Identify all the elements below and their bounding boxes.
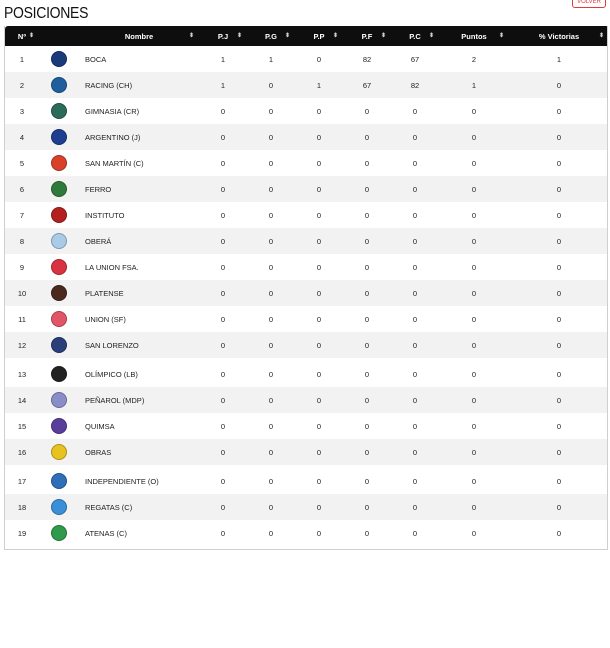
position-cell: 16: [17, 447, 27, 457]
played-cell: 0: [220, 395, 226, 405]
position-cell: 14: [17, 395, 27, 405]
sort-icon: ⬍: [598, 33, 604, 39]
table-row[interactable]: [5, 150, 608, 176]
position-cell: 15: [17, 421, 27, 431]
position-cell: 4: [19, 132, 25, 142]
won-cell: 0: [268, 395, 274, 405]
points-for-cell: 0: [343, 360, 391, 388]
lost-cell: 0: [316, 395, 322, 405]
points-for-cell: 0: [364, 288, 370, 298]
win-pct-cell: 0: [556, 528, 562, 538]
team-name[interactable]: FERRO: [85, 184, 112, 194]
points-cell: 0: [439, 360, 509, 388]
team-name[interactable]: INSTITUTO: [85, 210, 125, 220]
team-name[interactable]: RACING (CH): [85, 80, 133, 90]
win-pct-cell: 0: [556, 262, 562, 272]
played-cell: 0: [220, 106, 226, 116]
won-cell: 0: [268, 528, 274, 538]
points-for-cell: 0: [364, 421, 370, 431]
crest-cell: [39, 254, 79, 280]
win-pct-cell: 0: [556, 421, 562, 431]
san-martin-crest-icon: [51, 155, 67, 171]
union-sf-crest-icon: [51, 311, 67, 327]
table-row[interactable]: [5, 98, 608, 124]
played-cell: 0: [199, 467, 247, 495]
table-row[interactable]: [5, 494, 608, 520]
position-cell: 8: [19, 236, 25, 246]
points-against-cell: 82: [410, 80, 420, 90]
crest-cell: [39, 360, 79, 388]
points-for-cell: 0: [364, 158, 370, 168]
points-against-cell: 0: [412, 528, 418, 538]
points-cell: 0: [471, 314, 477, 324]
win-pct-cell: 0: [556, 288, 562, 298]
instituto-crest-icon: [51, 207, 67, 223]
win-pct-cell: 0: [509, 360, 608, 388]
column-header-pp[interactable]: P.P ⬍: [313, 31, 338, 41]
column-header-name[interactable]: Nombre ⬍: [124, 31, 194, 41]
team-name[interactable]: GIMNASIA (CR): [85, 106, 140, 116]
table-row[interactable]: [5, 72, 608, 98]
points-against-cell: 0: [412, 184, 418, 194]
won-cell: 0: [268, 184, 274, 194]
position-cell: 2: [19, 80, 25, 90]
table-row[interactable]: [5, 332, 608, 360]
win-pct-cell: 0: [556, 80, 562, 90]
won-cell: 1: [268, 54, 274, 64]
won-cell: 0: [268, 106, 274, 116]
obera-crest-icon: [51, 233, 67, 249]
points-cell: 0: [471, 106, 477, 116]
crest-cell: [39, 306, 79, 332]
lost-cell: 0: [316, 421, 322, 431]
played-cell: 0: [220, 421, 226, 431]
position-cell: 10: [17, 288, 27, 298]
won-cell: 0: [268, 340, 274, 350]
played-cell: 1: [220, 80, 226, 90]
team-name[interactable]: OBRAS: [85, 447, 112, 457]
points-against-cell: 0: [412, 210, 418, 220]
crest-cell: [39, 332, 79, 360]
team-name[interactable]: INDEPENDIENTE (O): [79, 467, 199, 495]
crest-cell: [39, 439, 79, 467]
table-row[interactable]: [5, 202, 608, 228]
won-cell: 0: [268, 236, 274, 246]
racing-crest-icon: [51, 77, 67, 93]
ferro-crest-icon: [51, 181, 67, 197]
lost-cell: 0: [316, 106, 322, 116]
points-for-cell: 0: [364, 528, 370, 538]
position-cell: 17: [5, 467, 39, 495]
team-name[interactable]: PLATENSE: [85, 288, 124, 298]
played-cell: 1: [220, 54, 226, 64]
played-cell: 0: [220, 262, 226, 272]
lost-cell: 0: [316, 236, 322, 246]
crest-cell: [39, 150, 79, 176]
points-for-cell: 0: [343, 467, 391, 495]
sort-icon: ⬍: [332, 33, 338, 39]
team-name[interactable]: LA UNION FSA.: [85, 262, 139, 272]
la-union-crest-icon: [51, 259, 67, 275]
points-for-cell: 67: [362, 80, 372, 90]
played-cell: 0: [220, 528, 226, 538]
team-name[interactable]: SAN MARTÍN (C): [85, 158, 144, 168]
back-button[interactable]: VOLVER: [572, 0, 606, 8]
points-against-cell: 0: [412, 132, 418, 142]
win-pct-cell: 1: [556, 54, 562, 64]
gimnasia-crest-icon: [51, 103, 67, 119]
crest-cell: [39, 280, 79, 306]
points-cell: 1: [471, 80, 477, 90]
win-pct-cell: 0: [556, 395, 562, 405]
lost-cell: 0: [316, 54, 322, 64]
crest-cell: [39, 520, 79, 546]
sort-icon: ⬍: [428, 33, 434, 39]
table-row[interactable]: [5, 228, 608, 254]
win-pct-cell: 0: [556, 314, 562, 324]
table-row[interactable]: [5, 360, 608, 388]
played-cell: 0: [220, 132, 226, 142]
sort-icon: ⬍: [236, 33, 242, 39]
played-cell: 0: [220, 314, 226, 324]
won-cell: 0: [268, 421, 274, 431]
crest-cell: [39, 46, 79, 72]
column-header-pg[interactable]: P.G ⬍: [265, 31, 290, 41]
team-name[interactable]: QUIMSA: [85, 421, 115, 431]
atenas-crest-icon: [51, 525, 67, 541]
points-for-cell: 0: [364, 210, 370, 220]
crest-cell: [39, 387, 79, 413]
crest-cell: [39, 202, 79, 228]
won-cell: 0: [268, 80, 274, 90]
points-for-cell: 0: [364, 184, 370, 194]
standings-table-container: [4, 26, 608, 550]
points-cell: 0: [471, 262, 477, 272]
position-cell: 1: [19, 54, 25, 64]
points-cell: 0: [471, 447, 477, 457]
team-name[interactable]: OBERÁ: [85, 236, 112, 246]
won-cell: 0: [268, 314, 274, 324]
points-cell: 0: [471, 288, 477, 298]
platense-crest-icon: [51, 285, 67, 301]
lost-cell: 0: [316, 288, 322, 298]
points-for-cell: 0: [364, 236, 370, 246]
win-pct-cell: 0: [556, 236, 562, 246]
table-row[interactable]: [5, 306, 608, 332]
lost-cell: 0: [295, 360, 343, 388]
played-cell: 0: [220, 236, 226, 246]
played-cell: 0: [220, 340, 226, 350]
points-for-cell: 0: [364, 502, 370, 512]
lost-cell: 0: [295, 467, 343, 495]
team-name[interactable]: PEÑAROL (MDP): [85, 395, 145, 405]
points-for-cell: 0: [364, 314, 370, 324]
points-cell: 0: [471, 132, 477, 142]
position-cell: 13: [5, 360, 39, 388]
san-lorenzo-crest-icon: [51, 337, 67, 353]
quimsa-crest-icon: [51, 418, 67, 434]
crest-cell: [39, 494, 79, 520]
points-cell: 0: [471, 236, 477, 246]
points-for-cell: 0: [364, 262, 370, 272]
position-cell: 3: [19, 106, 25, 116]
column-header-crest: [39, 26, 79, 46]
crest-cell: [39, 72, 79, 98]
lost-cell: 0: [316, 447, 322, 457]
points-against-cell: 0: [412, 106, 418, 116]
table-row[interactable]: [5, 280, 608, 306]
sort-icon: ⬍: [380, 33, 386, 39]
points-cell: 0: [471, 421, 477, 431]
lost-cell: 0: [316, 132, 322, 142]
team-name[interactable]: ARGENTINO (J): [85, 132, 141, 142]
crest-cell: [39, 467, 79, 495]
won-cell: 0: [247, 467, 295, 495]
points-against-cell: 0: [412, 421, 418, 431]
position-cell: 18: [17, 502, 27, 512]
win-pct-cell: 0: [556, 210, 562, 220]
position-cell: 19: [17, 528, 27, 538]
column-header-pc[interactable]: P.C ⬍: [409, 31, 434, 41]
points-cell: 0: [471, 210, 477, 220]
won-cell: 0: [268, 288, 274, 298]
column-header-pos[interactable]: Nº ⬍: [17, 31, 34, 41]
lost-cell: 0: [316, 314, 322, 324]
points-against-cell: 0: [412, 236, 418, 246]
olimpico-crest-icon: [51, 366, 67, 382]
page-title: POSICIONES: [4, 3, 89, 22]
position-cell: 9: [19, 262, 25, 272]
points-for-cell: 0: [364, 447, 370, 457]
table-row[interactable]: [5, 46, 608, 72]
points-for-cell: 0: [364, 395, 370, 405]
points-against-cell: 0: [412, 502, 418, 512]
points-for-cell: 0: [364, 106, 370, 116]
points-against-cell: 0: [391, 360, 439, 388]
points-cell: 0: [471, 528, 477, 538]
table-row[interactable]: [5, 387, 608, 413]
position-cell: 11: [18, 314, 26, 324]
points-cell: 0: [471, 340, 477, 350]
column-header-pf[interactable]: P.F ⬍: [361, 31, 386, 41]
sort-icon: ⬍: [498, 33, 504, 39]
table-row[interactable]: [5, 520, 608, 546]
points-for-cell: 0: [364, 132, 370, 142]
points-cell: 0: [471, 158, 477, 168]
points-against-cell: 0: [412, 340, 418, 350]
points-for-cell: 82: [362, 54, 372, 64]
column-header-win-pct[interactable]: % Victorias ⬍: [538, 31, 604, 41]
table-header-row: [5, 26, 608, 46]
table-row[interactable]: [5, 439, 608, 467]
crest-cell: [39, 176, 79, 202]
win-pct-cell: 0: [556, 132, 562, 142]
win-pct-cell: 0: [556, 340, 562, 350]
played-cell: 0: [220, 502, 226, 512]
points-against-cell: 0: [412, 262, 418, 272]
played-cell: 0: [220, 210, 226, 220]
team-name[interactable]: REGATAS (C): [85, 502, 133, 512]
played-cell: 0: [220, 447, 226, 457]
points-against-cell: 0: [412, 158, 418, 168]
lost-cell: 0: [316, 158, 322, 168]
table-row[interactable]: [5, 467, 608, 495]
points-against-cell: 0: [412, 288, 418, 298]
crest-cell: [39, 98, 79, 124]
position-cell: 6: [19, 184, 25, 194]
crest-cell: [39, 228, 79, 254]
table-row[interactable]: [5, 124, 608, 150]
played-cell: 0: [199, 360, 247, 388]
lost-cell: 0: [316, 262, 322, 272]
obras-crest-icon: [51, 444, 67, 460]
played-cell: 0: [220, 158, 226, 168]
win-pct-cell: 0: [556, 106, 562, 116]
boca-crest-icon: [51, 51, 67, 67]
position-cell: 12: [17, 340, 27, 350]
table-row[interactable]: [5, 254, 608, 280]
points-against-cell: 0: [412, 447, 418, 457]
points-cell: 0: [439, 467, 509, 495]
points-cell: 0: [471, 502, 477, 512]
lost-cell: 0: [316, 184, 322, 194]
crest-cell: [39, 124, 79, 150]
lost-cell: 0: [316, 502, 322, 512]
points-cell: 2: [471, 54, 477, 64]
won-cell: 0: [268, 262, 274, 272]
sort-icon: ⬍: [284, 33, 290, 39]
lost-cell: 0: [316, 340, 322, 350]
team-name[interactable]: OLÍMPICO (LB): [79, 360, 199, 388]
crest-cell: [39, 413, 79, 439]
position-cell: 5: [19, 158, 25, 168]
regatas-crest-icon: [51, 499, 67, 515]
win-pct-cell: 0: [509, 467, 608, 495]
points-against-cell: 0: [412, 314, 418, 324]
won-cell: 0: [268, 447, 274, 457]
points-for-cell: 0: [364, 340, 370, 350]
win-pct-cell: 0: [556, 158, 562, 168]
played-cell: 0: [220, 184, 226, 194]
lost-cell: 1: [316, 80, 322, 90]
won-cell: 0: [268, 158, 274, 168]
points-cell: 0: [471, 395, 477, 405]
points-cell: 0: [471, 184, 477, 194]
points-against-cell: 67: [410, 54, 420, 64]
win-pct-cell: 0: [556, 447, 562, 457]
won-cell: 0: [268, 502, 274, 512]
penarol-crest-icon: [51, 392, 67, 408]
team-name[interactable]: UNION (SF): [85, 314, 126, 324]
won-cell: 0: [268, 132, 274, 142]
won-cell: 0: [268, 210, 274, 220]
points-against-cell: 0: [391, 467, 439, 495]
standings-table: [5, 26, 608, 546]
sort-icon: ⬍: [188, 33, 194, 39]
team-name[interactable]: SAN LORENZO: [85, 340, 139, 350]
lost-cell: 0: [316, 528, 322, 538]
sort-icon: ⬍: [28, 33, 34, 39]
column-header-pj[interactable]: P.J ⬍: [217, 31, 242, 41]
win-pct-cell: 0: [556, 502, 562, 512]
points-against-cell: 0: [412, 395, 418, 405]
table-row[interactable]: [5, 176, 608, 202]
table-row[interactable]: [5, 413, 608, 439]
position-cell: 7: [19, 210, 25, 220]
won-cell: 0: [247, 360, 295, 388]
team-name[interactable]: ATENAS (C): [85, 528, 127, 538]
column-header-points[interactable]: Puntos ⬍: [461, 31, 504, 41]
independiente-crest-icon: [51, 473, 67, 489]
lost-cell: 0: [316, 210, 322, 220]
win-pct-cell: 0: [556, 184, 562, 194]
argentino-crest-icon: [51, 129, 67, 145]
team-name[interactable]: BOCA: [85, 54, 107, 64]
played-cell: 0: [220, 288, 226, 298]
